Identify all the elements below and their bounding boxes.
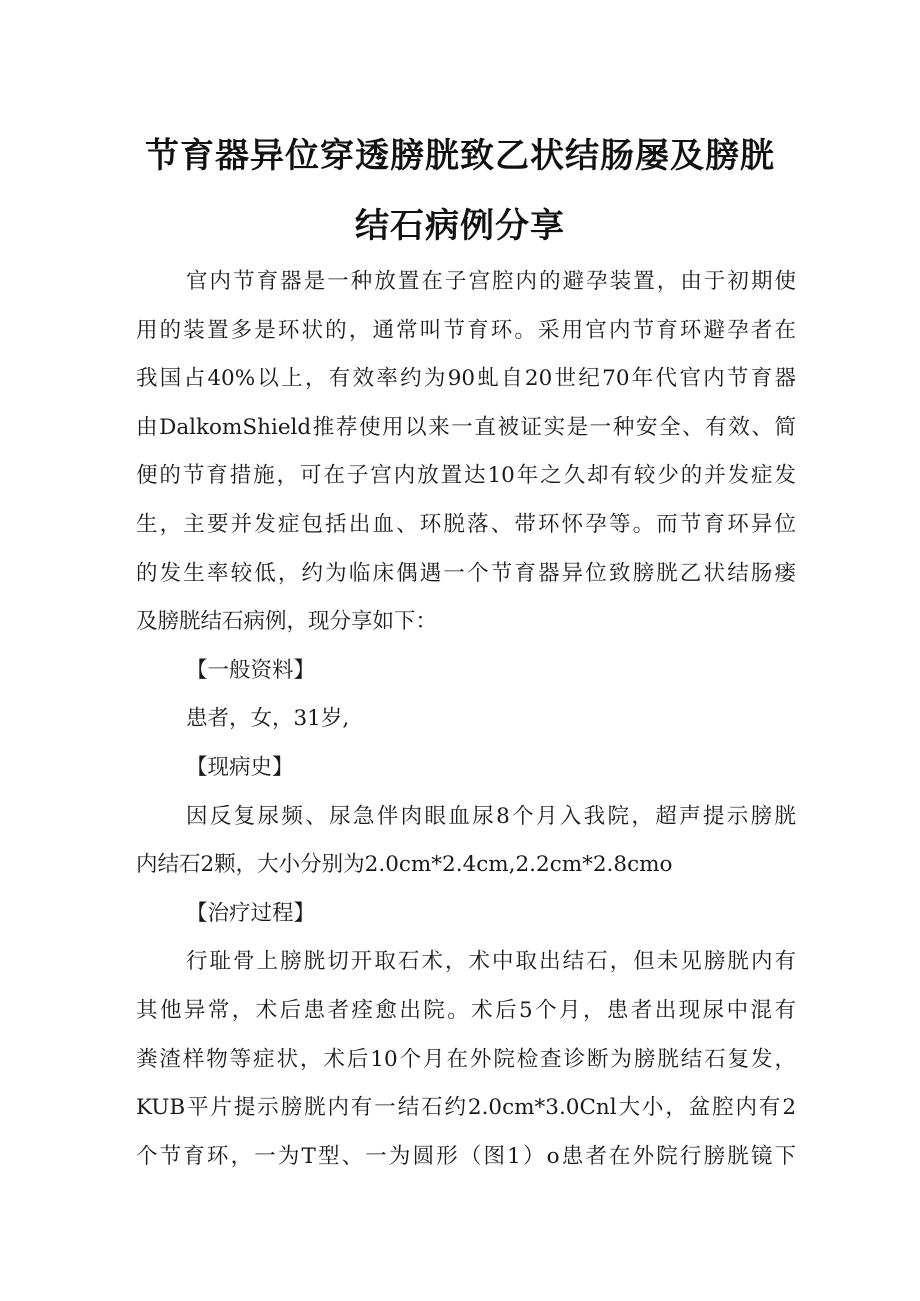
paragraph-line: 粪渣样物等症状，术后10个月在外院检查诊断为膀胱结石复发， [136,1046,796,1072]
document-title-line-2: 结石病例分享 [355,206,565,246]
paragraph-line: 及膀胱结石病例，现分享如下： [136,609,438,635]
paragraph-line: 的发生率较低，约为临床偶遇一个节育器异位致膀胱乙状结肠瘘 [136,560,796,586]
paragraph-line: 内结石2颗，大小分别为2.0cm*2.4cm,2.2cm*2.8cmo [136,852,673,878]
paragraph-line: 由DalkomShield推荐使用以来一直被证实是一种安全、有效、简 [136,414,796,440]
section-heading-treatment: 【治疗过程】 [186,900,316,926]
paragraph-line: 官内节育器是一种放置在子宫腔内的避孕装置，由于初期使 [186,269,796,294]
paragraph-line: 其他异常，术后患者痊愈出院。术后5个月，患者出现尿中混有 [136,997,796,1023]
paragraph-line: 我国占40%以上，有效率约为90虬自20世纪70年代官内节育器 [136,366,796,392]
document-title-line-1: 节育器异位穿透膀胱致乙状结肠屡及膀胱 [145,136,775,176]
document-body [136,258,796,1181]
paragraph-line: 用的装置多是环状的，通常叫节育环。采用官内节育环避孕者在 [136,317,796,343]
paragraph-line: 生，主要并发症包括出血、环脱落、带环怀孕等。而节育环异位 [136,511,796,537]
paragraph-line: 因反复尿频、尿急伴肉眼血尿8个月入我院，超声提示膀胱 [186,803,796,829]
paragraph-line: 患者，女，31岁, [186,706,350,732]
section-heading-general-info: 【一般资料】 [186,657,316,683]
paragraph-line: 行耻骨上膀胱切开取石术，术中取出结石，但未见膀胱内有 [186,949,796,975]
section-heading-present-illness: 【现病史】 [186,754,294,780]
paragraph-line: 便的节育措施，可在子宫内放置达10年之久却有较少的并发症发 [136,463,796,489]
paragraph-line: 个节育环，一为T型、一为圆形（图1）o患者在外院行膀胱镜下 [136,1143,796,1169]
paragraph-line: KUB平片提示膀胱内有一结石约2.0cm*3.0Cnl大小，盆腔内有2 [136,1095,796,1121]
